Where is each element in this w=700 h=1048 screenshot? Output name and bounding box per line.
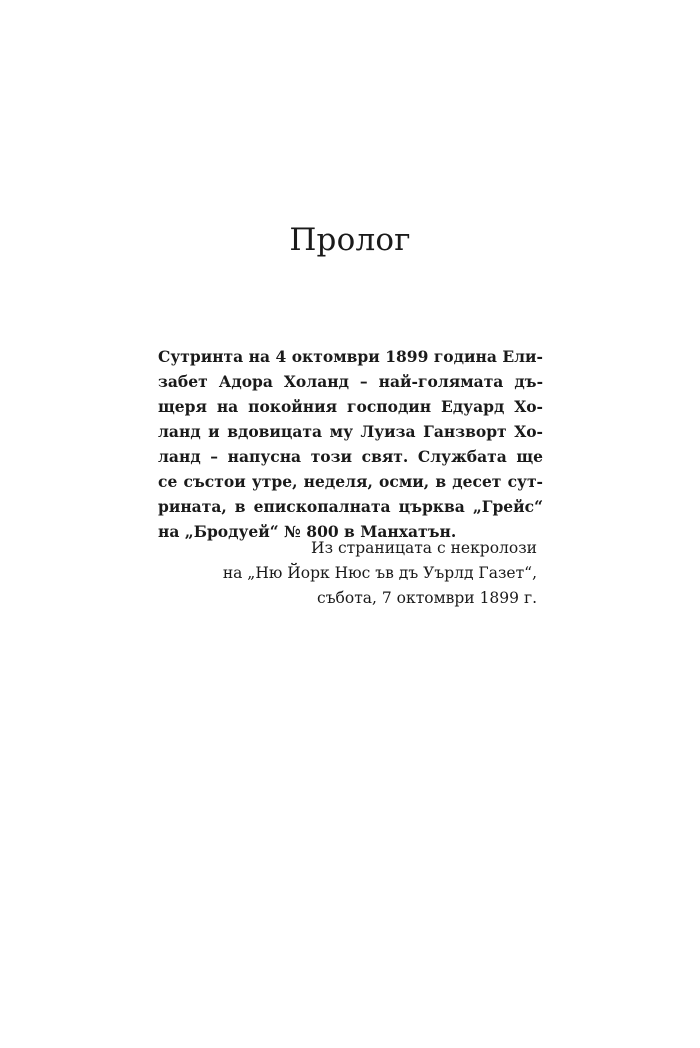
source-attribution	[223, 536, 537, 611]
notice-line: щеря на покойния господин Едуард Хо-	[158, 397, 543, 416]
chapter-title: Пролог	[289, 222, 411, 258]
source-line: Из страницата с некролози	[311, 539, 537, 557]
notice-line: рината, в епископалната църква „Грейс“	[158, 497, 543, 516]
notice-line: се състои утре, неделя, осми, в десет сут-	[158, 472, 543, 491]
source-line: събота, 7 октомври 1899 г.	[317, 589, 537, 607]
notice-line: ланд и вдовицата му Луиза Ганзворт Хо-	[158, 422, 543, 441]
notice-line: ланд – напусна този свят. Службата ще	[158, 447, 543, 466]
notice-line: забет Адора Холанд – най-голямата дъ-	[158, 372, 543, 391]
obituary-notice	[158, 344, 543, 544]
source-line: на „Ню Йорк Нюс ъв дъ Уърлд Газет“,	[222, 564, 537, 582]
notice-line: Сутринта на 4 октомври 1899 година Ели-	[158, 347, 543, 366]
notice-line: на „Бродуей“ № 800 в Манхатън.	[158, 522, 457, 541]
